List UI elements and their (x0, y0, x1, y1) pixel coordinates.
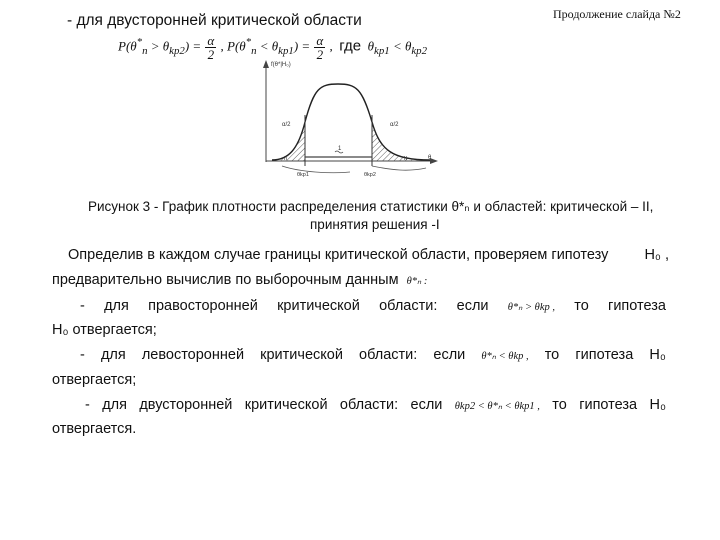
center-mark: 1 (338, 146, 342, 152)
right-region-label: II (404, 156, 408, 162)
slide-continuation-note: Продолжение слайда №2 (553, 7, 681, 21)
y-axis-label: f(θ*|H₀) (271, 62, 291, 68)
two-sided-formula: $P(\theta^*_n > \theta_{kp2})$ = $\frac{\alpha}{2}$ , $P(\theta^*_n < \theta_{kp1})$ = $\frac{\alpha}{2}$ , где $\theta_{kp1} < \theta_{kp2}$ (118, 33, 427, 62)
alpha-right-label: α/2 (390, 122, 399, 128)
left-sided-line: - для левосторонней критической области: если θ*ₙ < θkp , то гипотеза H₀ (80, 347, 666, 363)
left-sided-line-2: отвергается; (52, 372, 137, 388)
two-sided-line-2: отвергается. (52, 421, 137, 437)
right-sided-line: - для правосторонней критической области: если θ*ₙ > θkp , то гипотеза (80, 298, 666, 314)
tick-right-label: θkp2 (364, 172, 376, 178)
right-sided-line-2: H₀ отвергается; (52, 322, 157, 338)
density-axes (263, 60, 438, 164)
paragraph-line-1: Определив в каждом случае границы критической области, проверяем гипотезу H₀ , (68, 247, 669, 263)
tick-left-label: θkp1 (297, 172, 309, 178)
two-sided-heading: - для двусторонней критической области (67, 12, 362, 29)
density-figure (0, 0, 720, 200)
caption-line-2: принятия решения -I (310, 217, 440, 232)
left-region-label: II (284, 156, 288, 162)
paragraph-line-2: предварительно вычислив по выборочным данным θ*ₙ : (52, 272, 428, 288)
lower-arc-right (372, 166, 426, 170)
x-axis-label: θ (428, 155, 432, 161)
caption-line-1: Рисунок 3 - График плотности распределения статистики θ*ₙ и областей: критической – II, (88, 199, 654, 214)
lower-arc (282, 166, 350, 173)
figure-caption (88, 198, 678, 234)
alpha-left-label: α/2 (282, 122, 291, 128)
two-sided-line: - для двусторонней критической области: если θkp2 < θ*ₙ < θkp1 , то гипотеза H₀ (85, 397, 666, 413)
